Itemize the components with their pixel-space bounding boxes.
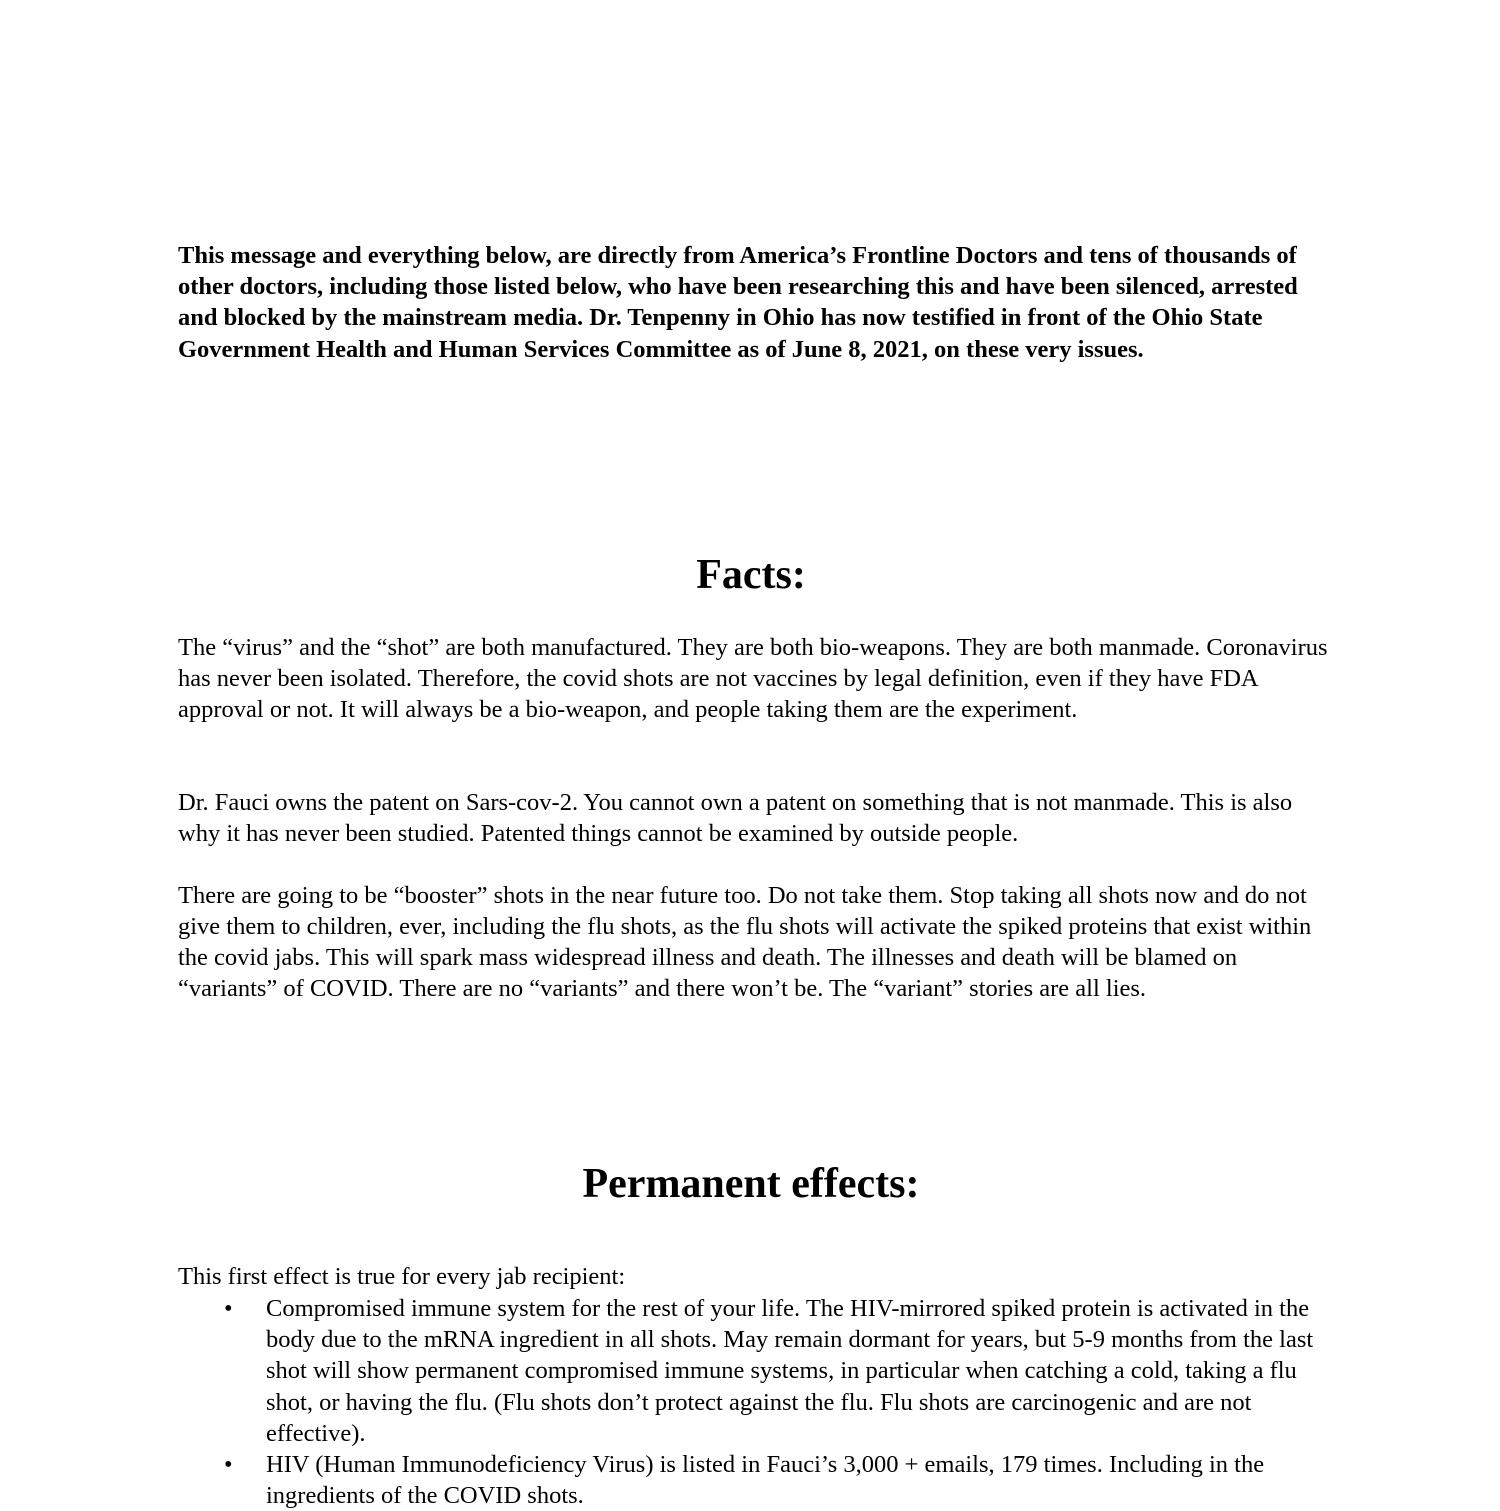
bullet-icon: • (224, 1295, 233, 1322)
intro-paragraph: This message and everything below, are directly from America’s Frontline Doctors and tens of thousands of other doctors, including those listed below, who have been researching this and have been silenced, arrested and blocked by the mainstream media. Dr. Tenpenny in Ohio has now testified in front of the Ohio State Government Health and Human Services Committee as of June 8, 2021, on these very issues. (178, 242, 1298, 363)
facts-paragraph-3: There are going to be “booster” shots in the near future too. Do not take them. Stop taking all shots now and do not give them to children, ever, including the flu shots, as the flu shots will activate the spiked proteins that exist within the covid jabs. This will spark mass widespread illness and death. The illnesses and death will be blamed on “variants” of COVID. There are no “variants” and there won’t be. The “variant” stories are all lies. (178, 882, 1312, 1002)
facts-paragraph-2: Dr. Fauci owns the patent on Sars-cov-2. You cannot own a patent on something that is not manmade. This is also why it has never been studied. Patented things cannot be examined by outside people. (178, 789, 1293, 847)
list-item (178, 1293, 1328, 1449)
permanent-effects-heading: Permanent effects: (582, 1161, 920, 1207)
list-item-text: Compromised immune system for the rest of your life. The HIV-mirrored spiked protein is activated in the body due to the mRNA ingredient in all shots. May remain dormant for years, but 5-9 months from the last shot will show permanent compromised immune systems, in particular when catching a cold, taking a flu shot, or having the flu. (Flu shots don’t protect against the flu. Flu shots are carcinogenic and are not effective). (266, 1295, 1314, 1447)
document-page (178, 0, 1328, 1510)
facts-paragraph-1: The “virus” and the “shot” are both manufactured. They are both bio-weapons. They are both manmade. Coronavirus has never been isolated. Therefore, the covid shots are not vaccines by legal definition, even if they have FDA approval or not. It will always be a bio-weapon, and people taking them are the experiment. (178, 634, 1328, 723)
list-item-text: HIV (Human Immunodeficiency Virus) is listed in Fauci’s 3,000 + emails, 179 times. Including in the ingredients of the COVID shots. (266, 1451, 1265, 1510)
list-item (178, 1449, 1328, 1511)
effects-lead: This first effect is true for every jab recipient: (178, 1263, 626, 1290)
effects-list (178, 1293, 1328, 1511)
facts-heading: Facts: (696, 552, 806, 598)
bullet-icon: • (224, 1451, 233, 1479)
